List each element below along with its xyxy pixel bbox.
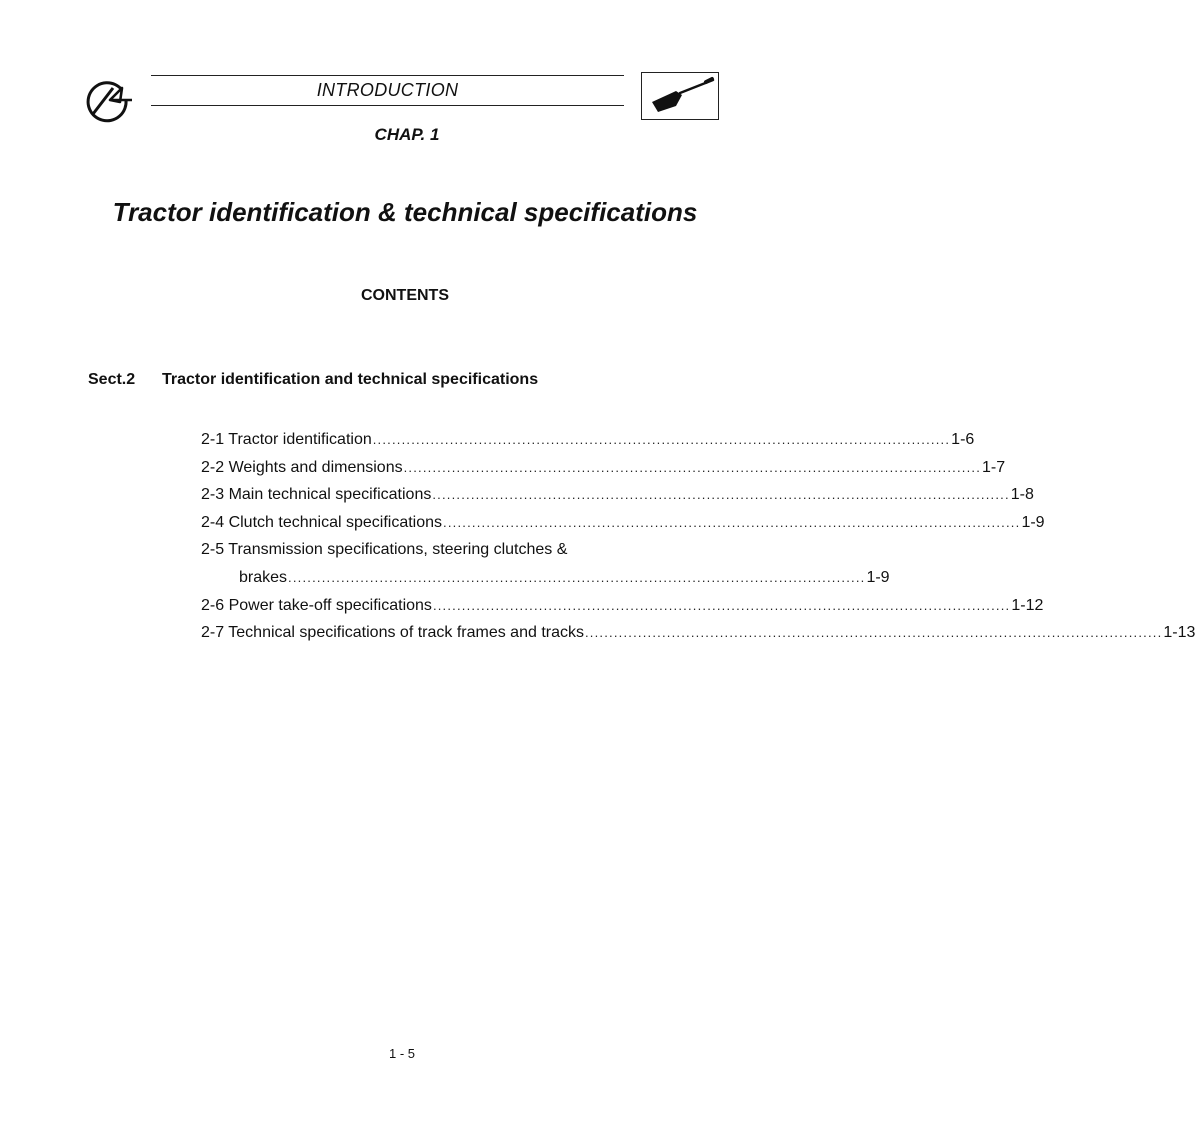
toc-leader-dots: ........................................................................................................................ bbox=[288, 569, 866, 585]
toc-entry-text: 2-2 Weights and dimensions bbox=[201, 458, 403, 476]
toc-entry[interactable] bbox=[201, 481, 1034, 509]
toc-entry-page: 1-13 bbox=[1163, 624, 1195, 642]
toc-leader-dots: ........................................................................................................................ bbox=[443, 514, 1021, 530]
toc-leader-dots: ........................................................................................................................ bbox=[584, 625, 1163, 641]
toc-leader-dots: ........................................................................................................................ bbox=[432, 597, 1011, 613]
section-title: Tractor identification and technical specifications bbox=[162, 371, 539, 388]
toc-entry-page: 1-6 bbox=[951, 431, 975, 448]
toc-leader-dots: ........................................................................................................................ bbox=[403, 459, 982, 475]
toc-entry[interactable] bbox=[201, 619, 1195, 647]
toc-entry-page: 1-7 bbox=[982, 458, 1006, 476]
toc-entry[interactable] bbox=[201, 426, 975, 454]
contents-heading: CONTENTS bbox=[361, 287, 449, 304]
toc-entry-text: 2-5 Transmission specifications, steering clutches & bbox=[201, 541, 568, 559]
toc-entry-page: 1-12 bbox=[1011, 596, 1044, 614]
table-of-contents bbox=[201, 426, 1195, 647]
toc-entry[interactable] bbox=[201, 509, 1045, 537]
page-title: Tractor identification & technical specifications bbox=[112, 197, 698, 227]
hand-tool-icon-box bbox=[641, 72, 719, 120]
toc-entry[interactable] bbox=[201, 592, 1044, 620]
hand-tool-icon bbox=[646, 76, 716, 116]
toc-entry-text: brakes bbox=[239, 568, 288, 586]
header-rule-bottom bbox=[151, 105, 624, 106]
toc-entry-text: 2-1 Tractor identification bbox=[201, 431, 372, 448]
toc-entry-text: 2-7 Technical specifications of track frames and tracks bbox=[201, 624, 584, 642]
section-number: Sect.2 bbox=[88, 371, 136, 388]
header-rule-top bbox=[151, 75, 624, 76]
section-header-title: INTRODUCTION bbox=[316, 80, 459, 100]
toc-entry-text: 2-6 Power take-off specifications bbox=[201, 596, 432, 614]
toc-entry-text: 2-3 Main technical specifications bbox=[201, 486, 432, 504]
section-heading bbox=[88, 371, 538, 389]
toc-leader-dots: ........................................................................................................................ bbox=[432, 487, 1010, 503]
toc-leader-dots: ........................................................................................................................ bbox=[372, 432, 951, 447]
toc-entry-text: 2-4 Clutch technical specifications bbox=[201, 513, 443, 531]
chapter-label: CHAP. 1 bbox=[374, 125, 440, 144]
brand-logo-icon bbox=[86, 76, 136, 120]
toc-entry-page: 1-9 bbox=[866, 568, 890, 586]
page-number: 1 - 5 bbox=[388, 1046, 415, 1061]
toc-entry-continuation[interactable] bbox=[201, 564, 890, 592]
toc-entry-page: 1-8 bbox=[1010, 486, 1034, 504]
toc-entry[interactable] bbox=[201, 454, 1006, 482]
toc-entry-page: 1-9 bbox=[1021, 513, 1045, 531]
toc-entry[interactable] bbox=[201, 536, 715, 564]
